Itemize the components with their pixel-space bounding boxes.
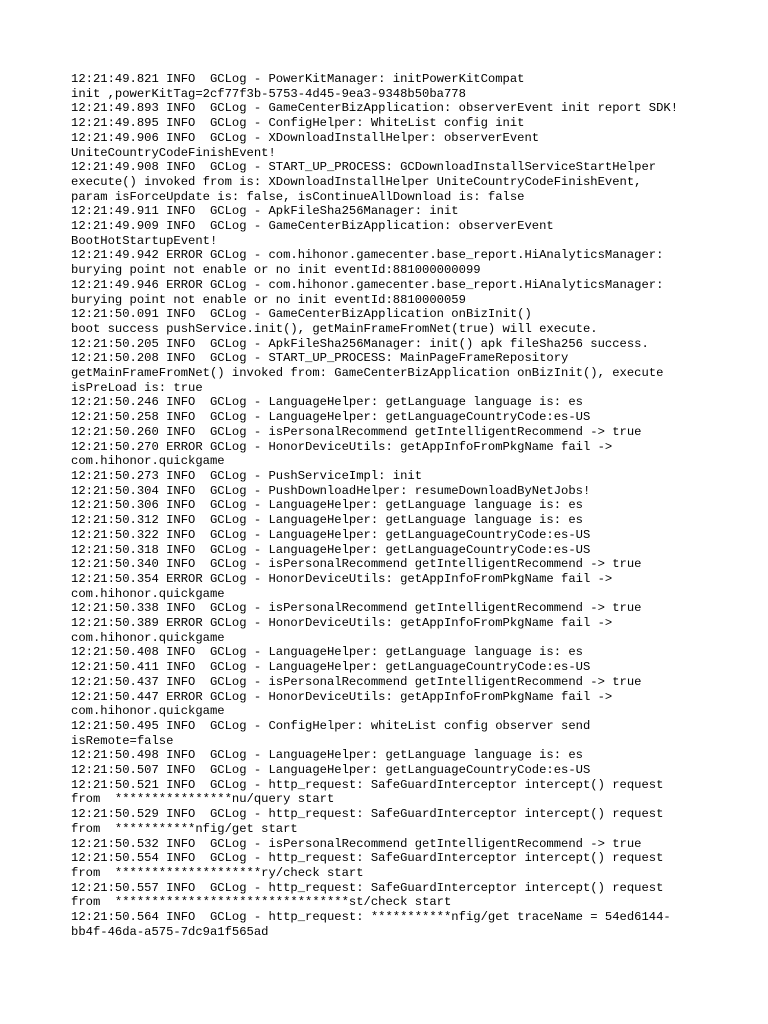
log-line: 12:21:49.906 INFO GCLog - XDownloadInstallHelper: observerEvent xyxy=(71,130,540,145)
log-line: 12:21:49.893 INFO GCLog - GameCenterBizApplication: observerEvent init report SDK! xyxy=(71,101,679,116)
log-line: init ,powerKitTag=2cf77f3b-5753-4d45-9ea3-9348b50ba778 xyxy=(71,86,466,101)
log-line: burying point not enable or no init eventId:881000000099 xyxy=(71,263,481,278)
log-line: 12:21:50.389 ERROR GCLog - HonorDeviceUtils: getAppInfoFromPkgName fail -> xyxy=(71,616,613,631)
log-text-block xyxy=(71,72,711,939)
log-line: 12:21:50.322 INFO GCLog - LanguageHelper: getLanguageCountryCode:es-US xyxy=(71,527,591,542)
log-line: 12:21:49.909 INFO GCLog - GameCenterBizApplication: observerEvent xyxy=(71,219,554,234)
log-line: 12:21:50.318 INFO GCLog - LanguageHelper: getLanguageCountryCode:es-US xyxy=(71,542,591,557)
log-line: com.hihonor.quickgame xyxy=(71,454,225,469)
log-line: com.hihonor.quickgame xyxy=(71,586,225,601)
log-line: 12:21:50.208 INFO GCLog - START_UP_PROCESS: MainPageFrameRepository xyxy=(71,351,569,366)
log-line: 12:21:50.205 INFO GCLog - ApkFileSha256Manager: init() apk fileSha256 success. xyxy=(71,336,649,351)
log-line: 12:21:49.942 ERROR GCLog - com.hihonor.gamecenter.base_report.HiAnalyticsManager: xyxy=(71,248,664,263)
log-line: 12:21:50.411 INFO GCLog - LanguageHelper: getLanguageCountryCode:es-US xyxy=(71,660,591,675)
log-line: 12:21:50.312 INFO GCLog - LanguageHelper: getLanguage language is: es xyxy=(71,513,583,528)
log-line: com.hihonor.quickgame xyxy=(71,630,225,645)
log-line: 12:21:50.447 ERROR GCLog - HonorDeviceUtils: getAppInfoFromPkgName fail -> xyxy=(71,689,613,704)
log-line: 12:21:49.946 ERROR GCLog - com.hihonor.gamecenter.base_report.HiAnalyticsManager: xyxy=(71,277,664,292)
log-line: 12:21:49.895 INFO GCLog - ConfigHelper: WhiteList config init xyxy=(71,116,525,131)
log-line: BootHotStartupEvent! xyxy=(71,233,218,248)
log-line: execute() invoked from is: XDownloadInstallHelper UniteCountryCodeFinishEvent, xyxy=(71,174,642,189)
log-line: 12:21:50.338 INFO GCLog - isPersonalRecommend getIntelligentRecommend -> true xyxy=(71,601,642,616)
log-line: from ****************nu/query start xyxy=(71,792,335,807)
log-line: 12:21:50.437 INFO GCLog - isPersonalRecommend getIntelligentRecommend -> true xyxy=(71,674,642,689)
log-line: 12:21:50.340 INFO GCLog - isPersonalRecommend getIntelligentRecommend -> true xyxy=(71,557,642,572)
log-line: bb4f-46da-a575-7dc9a1f565ad xyxy=(71,924,269,939)
log-line: 12:21:50.258 INFO GCLog - LanguageHelper: getLanguageCountryCode:es-US xyxy=(71,410,591,425)
log-line: 12:21:50.498 INFO GCLog - LanguageHelper: getLanguage language is: es xyxy=(71,748,583,763)
log-line: from ***********nfig/get start xyxy=(71,821,298,836)
log-line: 12:21:50.554 INFO GCLog - http_request: SafeGuardInterceptor intercept() request xyxy=(71,851,664,866)
log-line: 12:21:50.273 INFO GCLog - PushServiceImpl: init xyxy=(71,468,423,483)
log-line: 12:21:50.408 INFO GCLog - LanguageHelper: getLanguage language is: es xyxy=(71,645,583,660)
log-line: 12:21:50.507 INFO GCLog - LanguageHelper: getLanguageCountryCode:es-US xyxy=(71,763,591,778)
log-line: param isForceUpdate is: false, isContinueAllDownload is: false xyxy=(71,189,525,204)
log-line: 12:21:49.821 INFO GCLog - PowerKitManager: initPowerKitCompat xyxy=(71,72,525,86)
log-line: 12:21:50.270 ERROR GCLog - HonorDeviceUtils: getAppInfoFromPkgName fail -> xyxy=(71,439,613,454)
log-line: 12:21:49.908 INFO GCLog - START_UP_PROCESS: GCDownloadInstallServiceStartHelper xyxy=(71,160,657,175)
log-line: 12:21:50.304 INFO GCLog - PushDownloadHelper: resumeDownloadByNetJobs! xyxy=(71,483,591,498)
log-line: getMainFrameFromNet() invoked from: GameCenterBizApplication onBizInit(), execute xyxy=(71,366,664,381)
log-line: from ********************ry/check start xyxy=(71,865,364,880)
log-line: 12:21:50.260 INFO GCLog - isPersonalRecommend getIntelligentRecommend -> true xyxy=(71,424,642,439)
log-line: 12:21:50.354 ERROR GCLog - HonorDeviceUtils: getAppInfoFromPkgName fail -> xyxy=(71,571,613,586)
log-line: 12:21:50.246 INFO GCLog - LanguageHelper: getLanguage language is: es xyxy=(71,395,583,410)
log-line: isPreLoad is: true xyxy=(71,380,203,395)
log-line: isRemote=false xyxy=(71,733,174,748)
log-line: from ********************************st/check start xyxy=(71,895,452,910)
log-line: burying point not enable or no init eventId:8810000059 xyxy=(71,292,466,307)
log-line: 12:21:50.532 INFO GCLog - isPersonalRecommend getIntelligentRecommend -> true xyxy=(71,836,642,851)
log-line: UniteCountryCodeFinishEvent! xyxy=(71,145,276,160)
log-line: 12:21:50.495 INFO GCLog - ConfigHelper: whiteList config observer send xyxy=(71,718,591,733)
log-line: boot success pushService.init(), getMainFrameFromNet(true) will execute. xyxy=(71,321,598,336)
log-line: 12:21:50.564 INFO GCLog - http_request: ***********nfig/get traceName = 54ed6144- xyxy=(71,910,671,925)
log-line: 12:21:50.557 INFO GCLog - http_request: SafeGuardInterceptor intercept() request xyxy=(71,880,664,895)
log-line: 12:21:50.306 INFO GCLog - LanguageHelper: getLanguage language is: es xyxy=(71,498,583,513)
log-line: 12:21:50.091 INFO GCLog - GameCenterBizApplication onBizInit() xyxy=(71,307,532,322)
log-line: 12:21:50.529 INFO GCLog - http_request: SafeGuardInterceptor intercept() request xyxy=(71,807,664,822)
log-line: 12:21:50.521 INFO GCLog - http_request: SafeGuardInterceptor intercept() request xyxy=(71,777,664,792)
log-line: com.hihonor.quickgame xyxy=(71,704,225,719)
log-line: 12:21:49.911 INFO GCLog - ApkFileSha256Manager: init xyxy=(71,204,459,219)
